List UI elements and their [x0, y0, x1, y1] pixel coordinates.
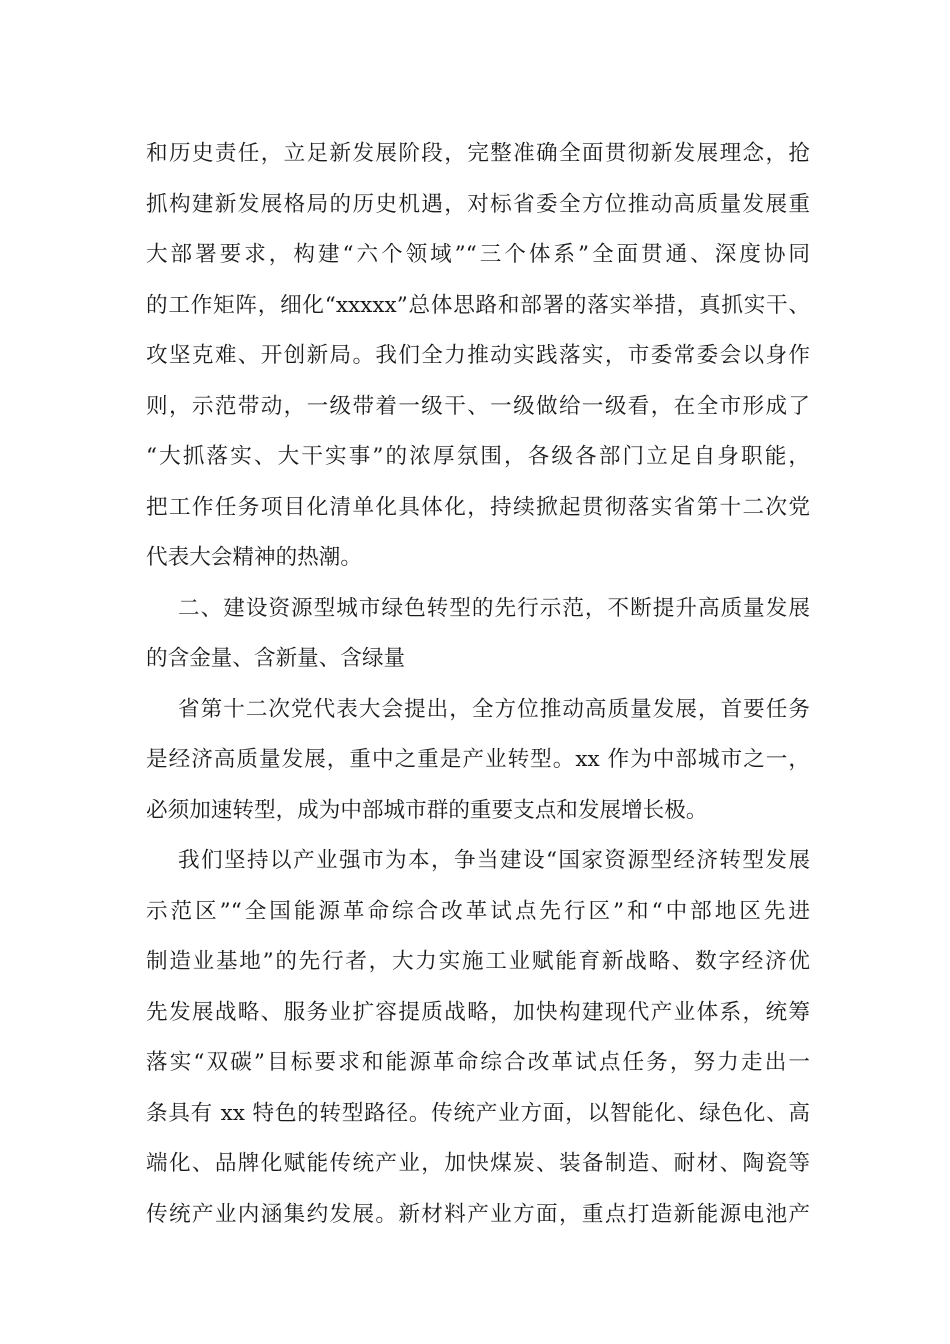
paragraph-line: 必须加速转型，成为中部城市群的重要支点和发展增长极。 — [146, 797, 708, 823]
document-body — [146, 129, 810, 1240]
paragraph-line: “大抓落实、大干实事”的浓厚氛围，各级各部门立足自身职能， — [146, 444, 810, 469]
paragraph-line: 和历史责任，立足新发展阶段，完整准确全面贯彻新发展理念，抢 — [146, 141, 810, 166]
section-heading-line: 二、建设资源型城市绿色转型的先行示范，不断提升高质量发展 — [178, 595, 810, 621]
paragraph-line: 的工作矩阵，细化“xxxxx”总体思路和部署的落实举措，真抓实干、 — [146, 292, 810, 318]
paragraph-line: 落实“双碳”目标要求和能源革命综合改革试点任务，努力走出一 — [146, 1050, 810, 1075]
paragraph-line: 条具有 xx 特色的转型路径。传统产业方面，以智能化、绿色化、高 — [146, 1100, 810, 1126]
paragraph-line: 我们坚持以产业强市为本，争当建设“国家资源型经济转型发展 — [178, 848, 810, 873]
paragraph-line: 把工作任务项目化清单化具体化，持续掀起贯彻落实省第十二次党 — [146, 494, 810, 520]
paragraph-line: 代表大会精神的热潮。 — [146, 545, 362, 570]
paragraph-line: 省第十二次党代表大会提出，全方位推动高质量发展，首要任务 — [178, 696, 810, 722]
paragraph-line: 抓构建新发展格局的历史机遇，对标省委全方位推动高质量发展重 — [146, 191, 810, 217]
paragraph-line: 传统产业内涵集约发展。新材料产业方面，重点打造新能源电池产 — [146, 1201, 810, 1227]
paragraph-line: 是经济高质量发展，重中之重是产业转型。xx 作为中部城市之一， — [146, 747, 810, 772]
paragraph-line: 制造业基地”的先行者，大力实施工业赋能育新战略、数字经济优 — [146, 949, 810, 974]
paragraph-line: 先发展战略、服务业扩容提质战略，加快构建现代产业体系，统筹 — [146, 999, 810, 1025]
paragraph-line: 则，示范带动，一级带着一级干、一级做给一级看，在全市形成了 — [146, 393, 810, 419]
paragraph-line: 端化、品牌化赋能传统产业，加快煤炭、装备制造、耐材、陶瓷等 — [146, 1151, 810, 1176]
paragraph-line: 大部署要求，构建“六个领域”“三个体系”全面贯通、深度协同 — [146, 242, 810, 267]
paragraph-line: 示范区”“全国能源革命综合改革试点先行区”和“中部地区先进 — [146, 898, 810, 924]
paragraph-line: 攻坚克难、开创新局。我们全力推动实践落实，市委常委会以身作 — [146, 343, 810, 368]
section-heading-line: 的含金量、含新量、含绿量 — [146, 646, 406, 671]
